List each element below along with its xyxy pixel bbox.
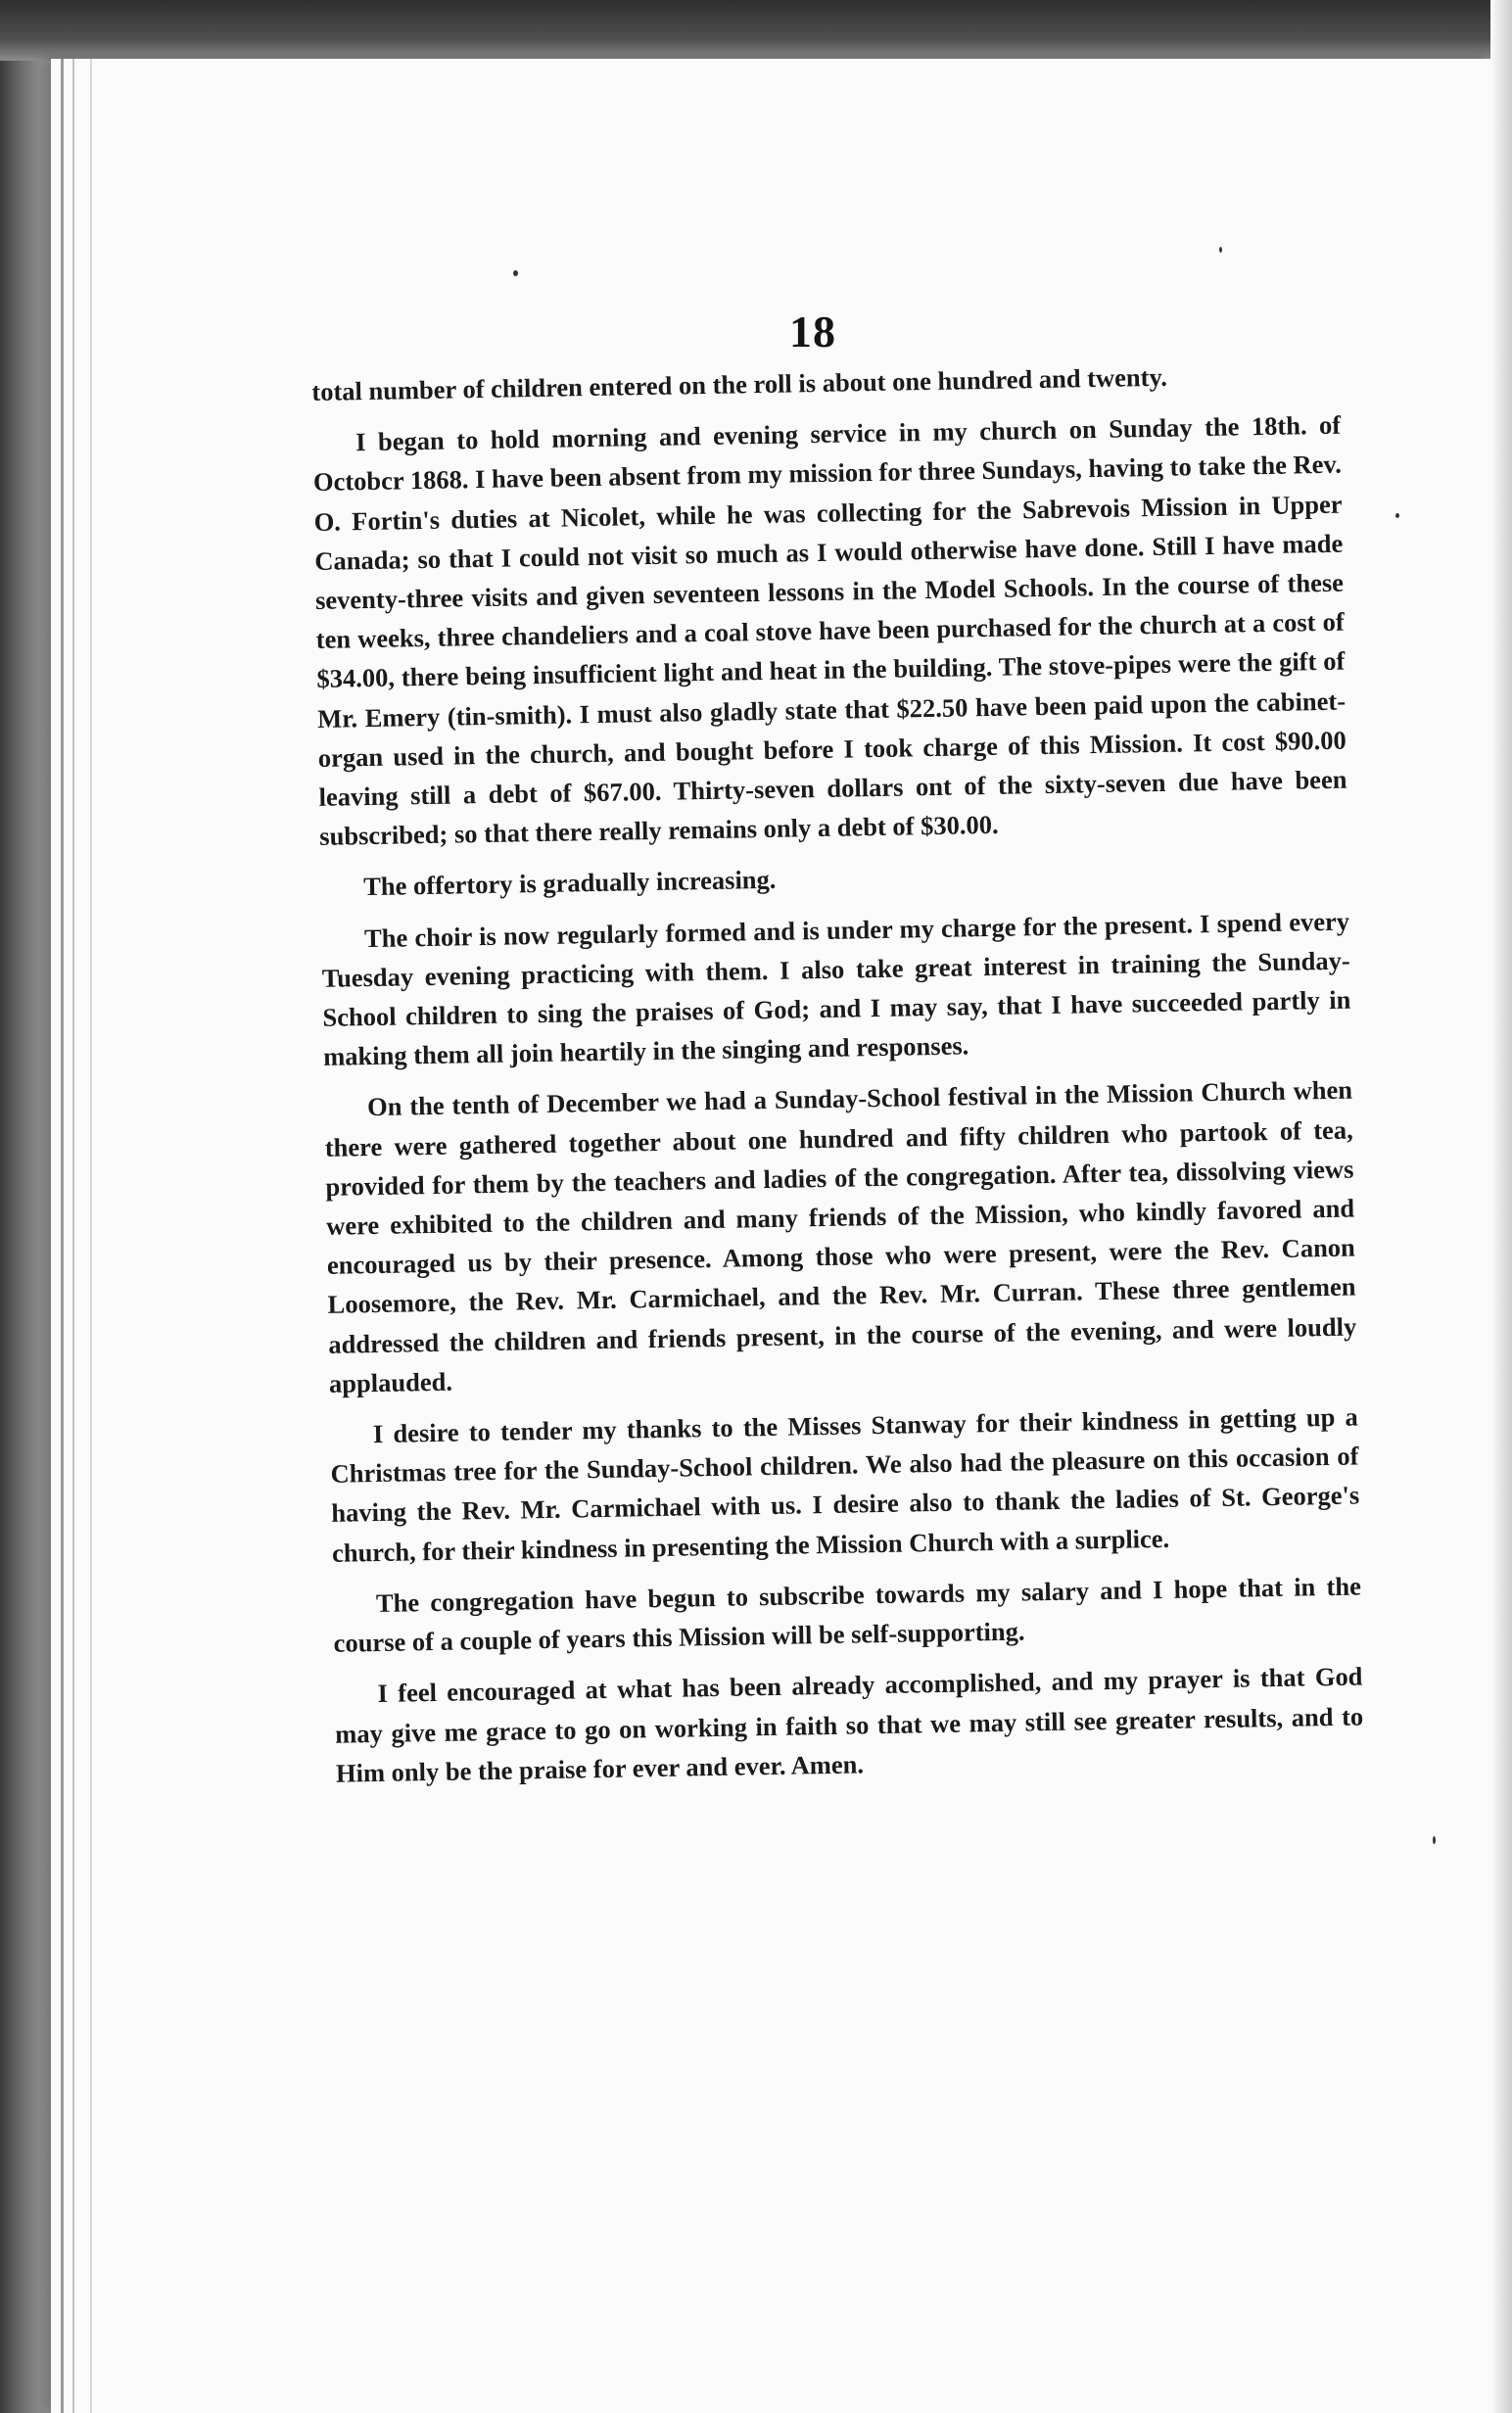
binding-line (61, 59, 64, 2413)
scan-speck (1433, 1836, 1436, 1844)
paragraph: I desire to tender my thanks to the Misses Stanway for their kindness in getting up a Christmas tree for the Sunday-School children. We also had the pleasure on this occasion of having the Rev. Mr. Carmichael with us. I desire also to thank the ladies of St. George's church, for their kindness in presenting the Mission Church with a surplice. (330, 1401, 1360, 1568)
paragraph: The choir is now regularly formed and is under my charge for the present. I spend every Tuesday evening practicing with them. I also take great interest in training the Sunday-School children to sing the praises of God; and I may say, that I have succeeded partly in making them all join heartily in the singing and responses. (321, 906, 1351, 1072)
binding-line (90, 59, 92, 2413)
paragraph: total number of children entered on the roll is about one hundred and twenty. (311, 361, 1168, 406)
paragraph: The congregation have begun to subscribe towards my salary and I hope that in the course of a couple of years this Mission will be self-supporting. (333, 1571, 1362, 1658)
paragraph: I feel encouraged at what has been already accomplished, and my prayer is that God may give me grace to go on working in faith so that we may still see greater results, and to Him only be the praise for ever and ever. Amen. (335, 1661, 1364, 1788)
scan-speck (1219, 247, 1222, 253)
page-number: 18 (789, 307, 836, 356)
scan-speck (513, 270, 518, 276)
scan-speck (1395, 513, 1399, 518)
body-text (311, 355, 1364, 1805)
paragraph: I began to hold morning and evening service in my church on Sunday the 18th. of Octobcr 1868. I have been absent from my mission for three Sundays, having to take the Rev. O. Fortin's duties at Nicolet, while he was collecting for the Sabrevois Mission in Upper Canada; so that I could not visit so much as I would otherwise have done. Still I have made seventy-three visits and given seventeen lessons in the Model Schools. In the course of these ten weeks, three chandeliers and a coal stove have been purchased for the church at a cost of $34.00, there being insufficient light and heat in the building. The stove-pipes were the gift of Mr. Emery (tin-smith). I must also gladly state that $22.50 have been paid upon the cabinet-organ used in the church, and bought before I took charge of this Mission. It cost $90.00 leaving still a debt of $67.00. Thirty-seven dollars ont of the sixty-seven due have been subscribed; so that there really remains only a debt of $30.00. (312, 409, 1347, 852)
binding-line (72, 59, 74, 2413)
page-right-edge (1490, 0, 1512, 2413)
paragraph: The offertory is gradually increasing. (362, 865, 777, 902)
scan-top-shadow (0, 0, 1512, 61)
paragraph: On the tenth of December we had a Sunday-School festival in the Mission Church when there were gathered together about one hundred and fifty children who partook of tea, provided for them by the teachers and ladies of the congregation. After tea, dissolving views were exhibited to the children and many friends of the Mission, who kindly favored and encouraged us by their presence. Among those who were present, were the Rev. Canon Loosemore, the Rev. Mr. Carmichael, and the Rev. Mr. Curran. These three gentlemen addressed the children and friends present, in the course of the evening, and were loudly applauded. (324, 1075, 1357, 1398)
